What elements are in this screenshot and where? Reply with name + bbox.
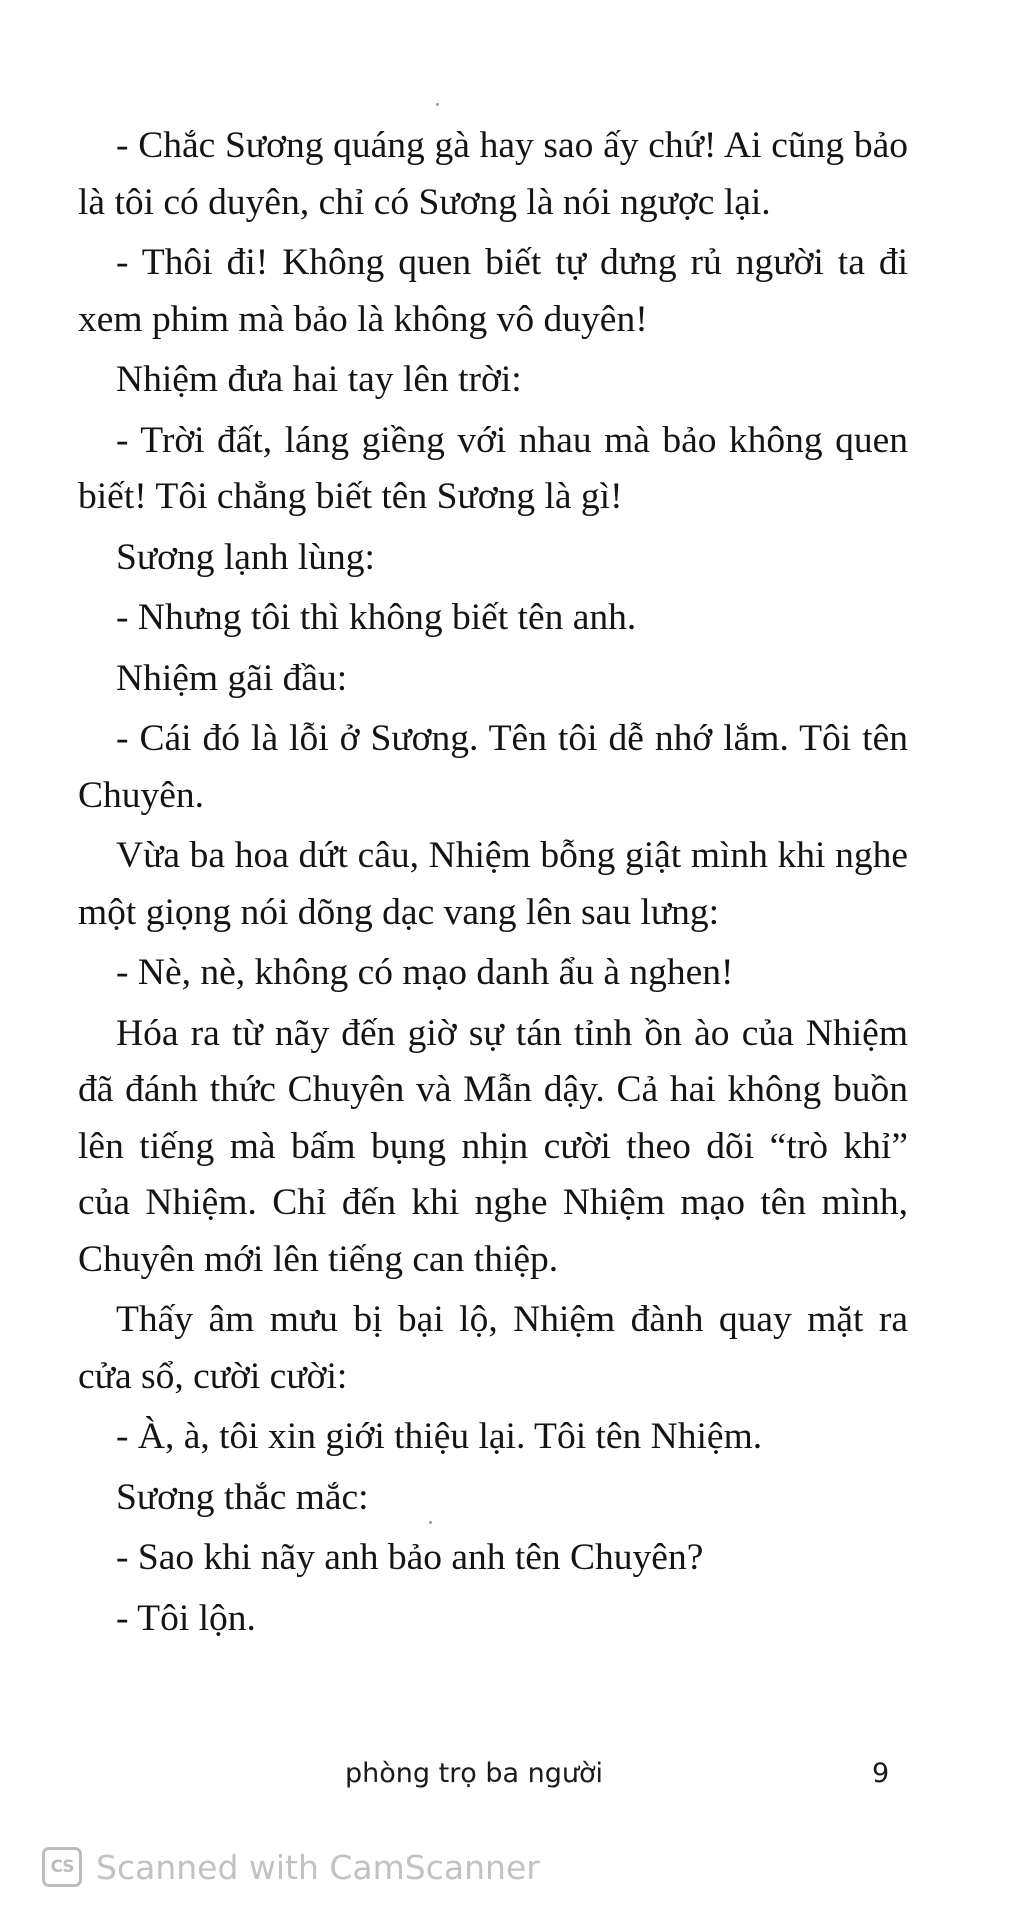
paragraph: - Trời đất, láng giềng với nhau mà bảo không quen biết! Tôi chẳng biết tên Sương là gì! [78, 419, 908, 517]
paragraph: Nhiệm gãi đầu: [116, 657, 348, 699]
scan-speck [429, 1521, 432, 1524]
watermark-text: Scanned with CamScanner [96, 1847, 540, 1887]
paragraph: Thấy âm mưu bị bại lộ, Nhiệm đành quay mặt ra cửa sổ, cười cười: [78, 1299, 908, 1397]
paragraph: - Cái đó là lỗi ở Sương. Tên tôi dễ nhớ lắm. Tôi tên Chuyên. [78, 718, 908, 816]
paragraph: Sương lạnh lùng: [116, 536, 375, 578]
page-number: 9 [872, 1758, 890, 1789]
camscanner-logo-icon: CS [42, 1847, 82, 1887]
paragraph: - Tôi lộn. [116, 1597, 256, 1639]
paragraph: - Nhưng tôi thì không biết tên anh. [116, 597, 637, 638]
paragraph: Nhiệm đưa hai tay lên trời: [116, 359, 522, 400]
paragraph: Hóa ra từ nãy đến giờ sự tán tỉnh ồn ào của Nhiệm đã đánh thức Chuyên và Mẫn dậy. Cả hai không buồn lên tiếng mà bấm bụng nhịn cười theo dõi “trò khỉ” của Nhiệm. Chỉ đến khi nghe Nhiệm mạo tên mình, Chuyên mới lên tiếng can thiệp. [78, 1012, 908, 1280]
paragraph: - Chắc Sương quáng gà hay sao ấy chứ! Ai cũng bảo là tôi có duyên, chỉ có Sương là nói ngược lại. [78, 125, 908, 223]
paragraph: - À, à, tôi xin giới thiệu lại. Tôi tên Nhiệm. [116, 1416, 763, 1457]
paragraph: - Sao khi nãy anh bảo anh tên Chuyên? [116, 1537, 704, 1578]
page-body [78, 118, 908, 1651]
paragraph: - Nè, nè, không có mạo danh ẩu à nghen! [116, 952, 734, 993]
paragraph: - Thôi đi! Không quen biết tự dưng rủ người ta đi xem phim mà bảo là không vô duyên! [78, 242, 908, 340]
camscanner-watermark [42, 1843, 540, 1891]
scan-speck [436, 103, 439, 106]
paragraph: Vừa ba hoa dứt câu, Nhiệm bỗng giật mình khi nghe một giọng nói dõng dạc vang lên sau lưng: [78, 835, 908, 933]
paragraph: Sương thắc mắc: [116, 1476, 369, 1518]
running-footer-title: phòng trọ ba người [345, 1758, 604, 1789]
